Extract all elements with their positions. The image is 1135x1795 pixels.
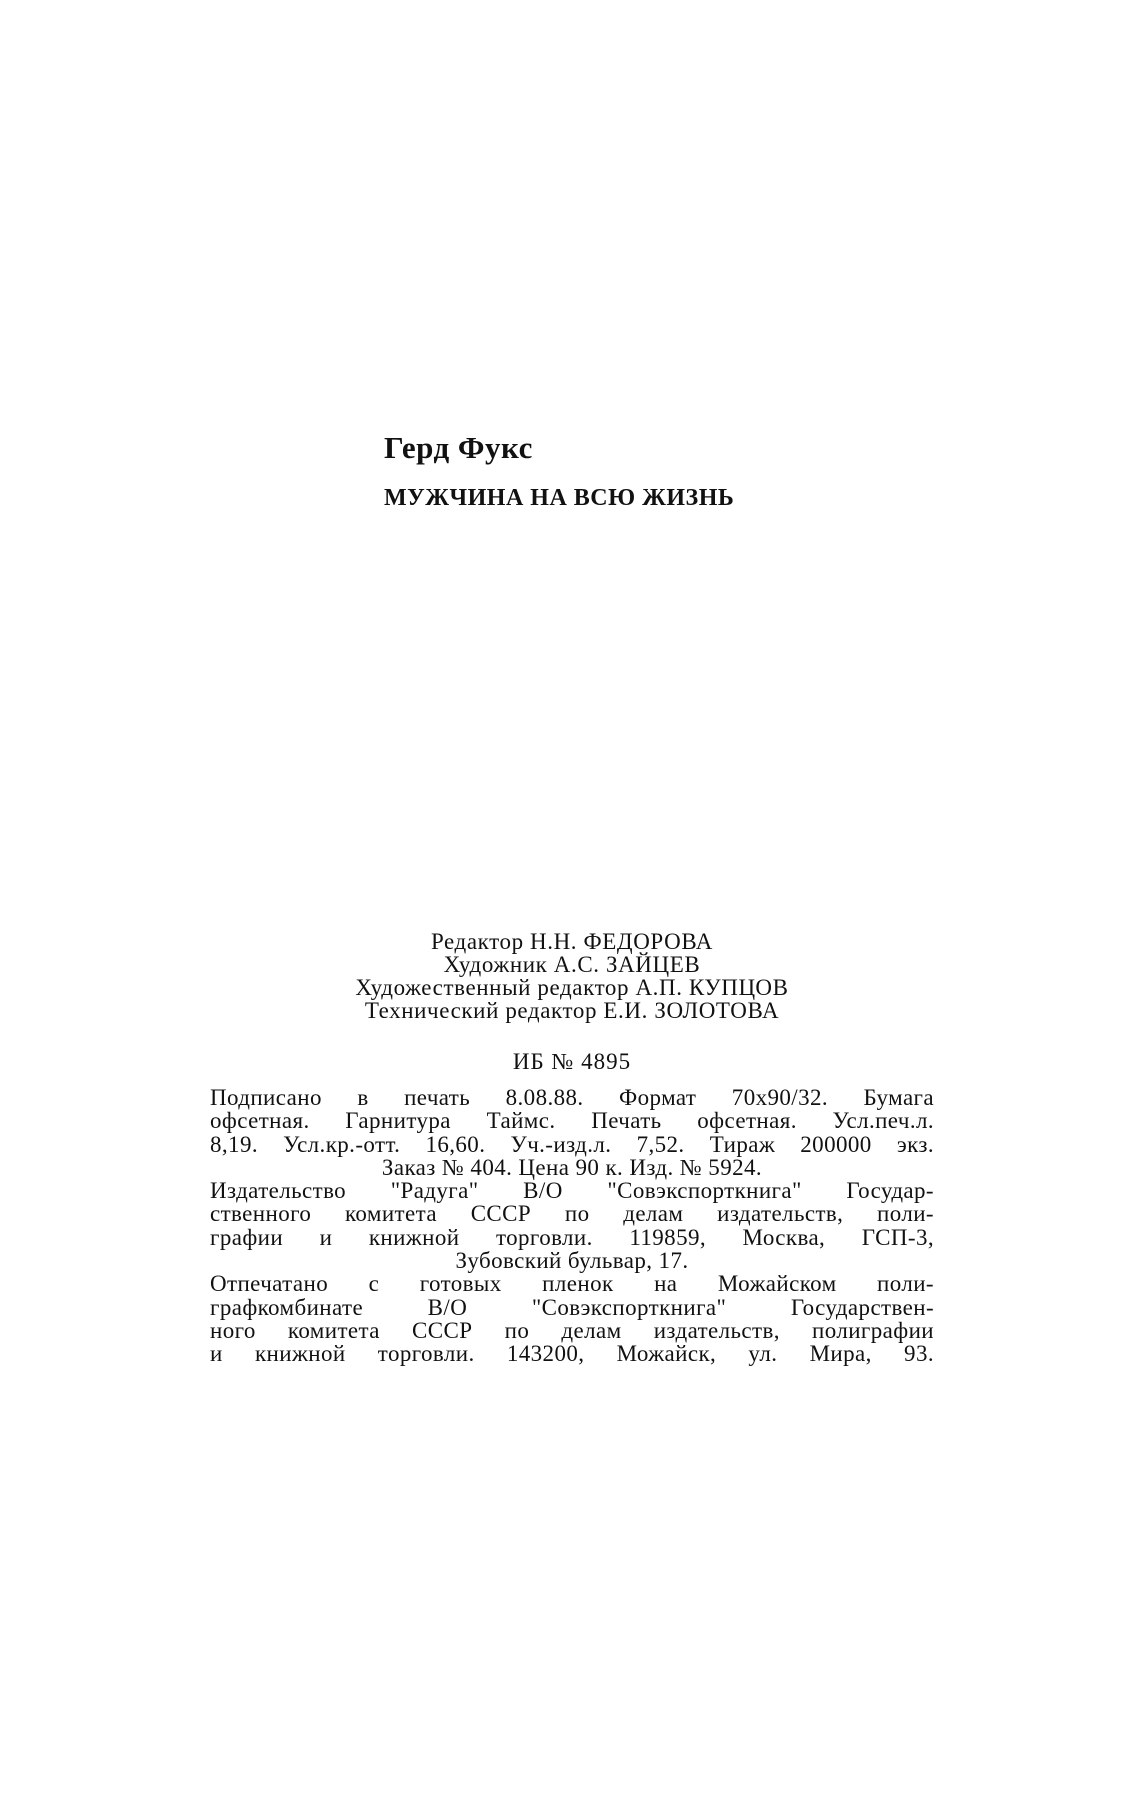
printing-line: офсетная. Гарнитура Таймс. Печать офсетная. Усл.печ.л.	[210, 1108, 934, 1134]
printer-line: Отпечатано с готовых пленок на Можайском поли-	[210, 1271, 934, 1297]
printer-line: ного комитета СССР по делам издательств, полиграфии	[210, 1317, 934, 1343]
credit-art-editor: Художественный редактор А.П. КУПЦОВ	[355, 975, 789, 1000]
publisher-line: ственного комитета СССР по делам издательств, поли-	[210, 1201, 934, 1227]
author-name: Герд Фукс	[384, 430, 533, 465]
credit-editor: Редактор Н.Н. ФЕДОРОВА	[430, 929, 714, 954]
ib-number: ИБ № 4895	[512, 1049, 632, 1074]
printing-line: 8,19. Усл.кр.-отт. 16,60. Уч.-изд.л. 7,52. Тираж 200000 экз.	[210, 1131, 934, 1157]
publisher-line: графии и книжной торговли. 119859, Москва, ГСП-3,	[210, 1224, 934, 1250]
publisher-line: Издательство "Радуга" В/О "Совэкспорткнига" Государ-	[210, 1178, 934, 1204]
credits-block	[210, 930, 934, 1022]
printing-line: Подписано в печать 8.08.88. Формат 70x90/32. Бумага	[210, 1085, 934, 1110]
order-line: Заказ № 404. Цена 90 к. Изд. № 5924.	[381, 1154, 763, 1180]
book-title: МУЖЧИНА НА ВСЮ ЖИЗНЬ	[384, 485, 735, 511]
credit-artist: Художник А.С. ЗАЙЦЕВ	[443, 952, 701, 977]
publisher-address-tail: Зубовский бульвар, 17.	[455, 1248, 689, 1274]
printer-line: и книжной торговли. 143200, Можайск, ул. Мира, 93.	[210, 1341, 934, 1367]
imprint-block	[210, 1086, 934, 1366]
credit-technical-editor: Технический редактор Е.И. ЗОЛОТОВА	[364, 998, 780, 1023]
printer-line: графкомбинате В/О "Совэкспорткнига" Государствен-	[210, 1294, 934, 1320]
